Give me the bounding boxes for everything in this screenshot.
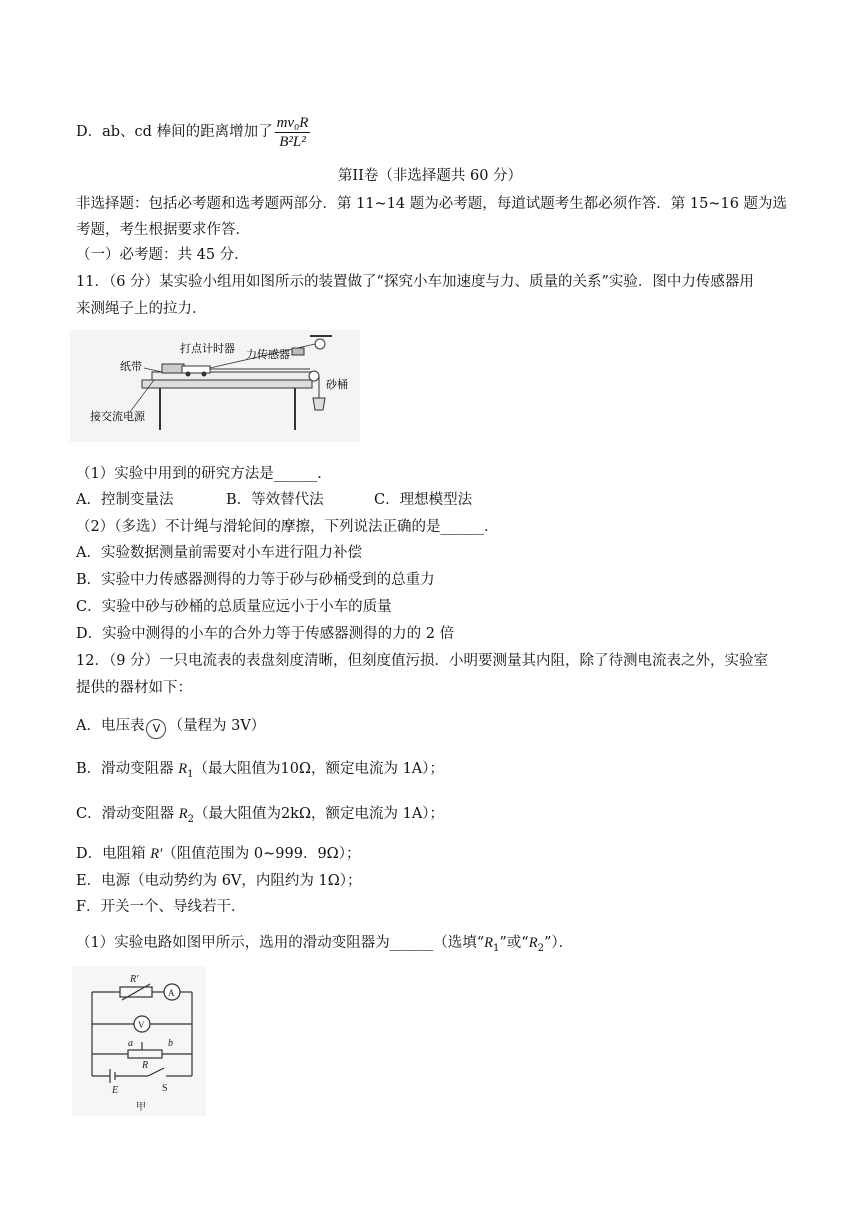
- label-bucket: 砂桶: [326, 378, 348, 391]
- section-title: 第II卷（非选择题共 60 分）: [337, 168, 523, 184]
- pulley: [309, 371, 319, 381]
- q12-stem-line-2: 提供的器材如下：: [76, 680, 192, 696]
- q12-option-a: A．电压表 V （量程为 3V）: [76, 716, 800, 739]
- q11-sub2-option-d: D．实验中测得的小车的合外力等于传感器测得的力的 2 倍: [76, 626, 455, 642]
- q11-stem-line-1: 11．（6 分）某实验小组用如图所示的装置做了“探究小车加速度与力、质量的关系”实验．图中力传感器用: [76, 274, 754, 290]
- q11-sub1-options: [76, 490, 800, 510]
- label-power: 接交流电源: [90, 410, 145, 423]
- figure-caption: 甲: [136, 1102, 146, 1113]
- q12-stem-line-1: 12．（9 分）一只电流表的表盘刻度清晰，但刻度值污损．小明要测量其内阻，除了待测电流表之外，实验室: [76, 653, 769, 669]
- q12-sub1: （1）实验电路如图甲所示，选用的滑动变阻器为______（选填“$R_1$”或“$R_2$”）．: [76, 935, 574, 954]
- q11-stem-line-2: 来测绳子上的拉力．: [76, 301, 207, 317]
- fraction: [275, 114, 311, 151]
- label-r: R: [142, 1060, 149, 1071]
- force-sensor: [292, 348, 304, 355]
- label-sensor: 力传感器: [246, 348, 290, 361]
- cart-wheel: [186, 372, 191, 377]
- label-a: a: [128, 1038, 133, 1049]
- timer-device: [162, 364, 184, 373]
- top-pulley: [315, 339, 325, 349]
- label-timer: 打点计时器: [180, 342, 235, 355]
- fraction-numerator: mv₀R: [276, 114, 309, 131]
- q11-sub2: （2）（多选）不计绳与滑轮间的摩擦，下列说法正确的是______．: [76, 519, 499, 535]
- q12-option-c: C．滑动变阻器 $R_2$（最大阻值为2kΩ，额定电流为 1A）；: [76, 806, 445, 825]
- label-b: b: [168, 1038, 173, 1049]
- part-one-heading: （一）必考题：共 45 分．: [76, 247, 249, 263]
- q11-sub1-option-c: C．理想模型法: [374, 492, 473, 508]
- intro-line-1: 非选择题：包括必考题和选考题两部分．第 11~14 题为必考题，每道试题考生都必须作答．第 15~16 题为选: [76, 196, 788, 212]
- q11-sub2-option-b: B．实验中力传感器测得的力等于砂与砂桶受到的总重力: [76, 572, 435, 588]
- q12-option-e: E．电源（电动势约为 6V，内阻约为 1Ω）；: [76, 873, 362, 889]
- q12-option-b: B．滑动变阻器 $R_1$（最大阻值为10Ω，额定电流为 1A）；: [76, 761, 445, 780]
- q11-sub2-option-c: C．实验中砂与砂桶的总质量应远小于小车的质量: [76, 599, 392, 615]
- q12-option-d: D．电阻箱 R′（阻值范围为 0~999．9Ω）；: [76, 846, 361, 862]
- label-ammeter: A: [168, 988, 175, 998]
- q12-option-f: F．开关一个、导线若干．: [76, 899, 246, 915]
- q10-option-d: D．ab、cd 棒间的距离增加了 $\frac{\text{mv₀R}}{\text{B²L²}}$: [76, 114, 309, 150]
- label-rprime: R′: [130, 974, 139, 985]
- q11-sub1: （1）实验中用到的研究方法是______．: [76, 466, 332, 482]
- bucket: [313, 398, 325, 410]
- table-top: [142, 380, 312, 388]
- label-s: S: [162, 1083, 168, 1094]
- label-voltmeter: V: [138, 1020, 145, 1030]
- label-tape: 纸带: [120, 360, 142, 373]
- q12-circuit-figure: [72, 966, 206, 1116]
- q11-sub1-option-b: B．等效替代法: [226, 492, 324, 508]
- q11-apparatus-figure: [70, 330, 360, 442]
- label-e: E: [112, 1085, 119, 1096]
- q11-sub2-option-a: A．实验数据测量前需要对小车进行阻力补偿: [76, 545, 362, 561]
- voltmeter-icon: V: [146, 719, 166, 739]
- cart: [182, 366, 210, 373]
- q11-sub1-option-a: A．控制变量法: [76, 492, 174, 508]
- cart-wheel: [202, 372, 207, 377]
- intro-line-2: 考题，考生根据要求作答．: [76, 222, 250, 238]
- fraction-denominator: B²L²: [279, 133, 306, 150]
